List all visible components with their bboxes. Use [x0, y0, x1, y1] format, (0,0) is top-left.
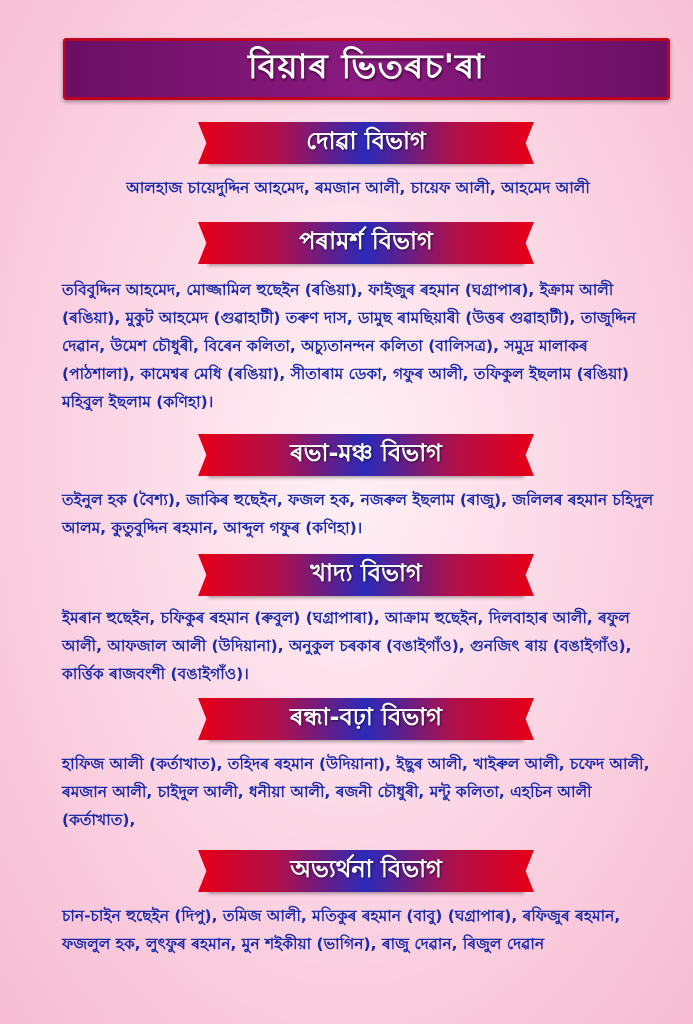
section-banner-rabha-moncho — [208, 434, 524, 476]
page-title: বিয়াৰ ভিতৰচ'ৰা — [248, 46, 485, 87]
section-members: আলহাজ চায়েদুদ্দিন আহমেদ, ৰমজান আলী, চায়েফ আলী, আহমেদ আলী — [126, 179, 590, 197]
title-banner — [63, 38, 670, 100]
section-banner-rondha-bora — [208, 698, 524, 740]
section-heading: অভ্যৰ্থনা বিভাগ — [290, 855, 442, 883]
section-members: হাফিজ আলী (কৰ্তাখাত), তহিদৰ ৰহমান (উদিয়ানা), ইছুৰ আলী, খাইৰুল আলী, চফেদ আলী, ৰমজান আলী, চাইদুল আলী, ধনীয়া আলী, ৰজনী চৌধুৰী, মন্টু কলিতা, এহচিন আলী (কৰ্তাখাত), — [62, 755, 650, 829]
section-banner-poramorsho — [208, 222, 524, 264]
section-banner-khadyo — [208, 554, 524, 596]
section-heading: ৰভা-মঞ্চ বিভাগ — [290, 439, 442, 467]
section-members: তবিবুদ্দিন আহমেদ, মোজ্জামিল হুছেইন (ৰঙিয়া), ফাইজুৰ ৰহমান (ঘগ্ৰাপাৰ), ইক্ৰাম আলী (ৰঙিয়া), মুকুট আহমেদ (গুৱাহাটী) তৰুণ দাস, ডামুছ ৰামছিয়াৰী (উত্তৰ গুৱাহাটী), তাজুদ্দিন দেৱান, উমেশ চৌধুৰী, বিৰেন কলিতা, অচ্যুতানন্দন কলিতা (বালিসত্ৰ), সমুদ্ৰ মালাকৰ (পাঠশালা), কামেশ্বৰ মেধি (ৰঙিয়া), সীতাৰাম ডেকা, গফুৰ আলী, তফিকুল ইছলাম (ৰঙিয়া) মহিবুল ইছলাম (কণিহা)। — [62, 281, 636, 411]
section-heading: ৰন্ধা-বঢ়া বিভাগ — [290, 703, 442, 731]
section-heading: খাদ্য বিভাগ — [310, 559, 422, 587]
section-members: চান-চাইন হুছেইন (দিপু), তমিজ আলী, মতিকুৰ ৰহমান (বাবু) (ঘগ্ৰাপাৰ), ৰফিজুৰ ৰহমান, ফজলুল হক, লুৎফুৰ ৰহমান, মুন শইকীয়া (ভাগিন), ৰাজু দেৱান, ৰিজুল দেৱান — [62, 907, 621, 953]
section-heading: দোৱা বিভাগ — [306, 127, 426, 155]
section-members: ইমৰান হুছেইন, চফিকুৰ ৰহমান (ৰুবুল) (ঘগ্ৰাপাৰা), আক্ৰাম হুছেইন, দিলবাহাৰ আলী, ৰফুল আলী, আফজাল আলী (উদিয়ানা), অনুকুল চৰকাৰ (বঙাইগাঁও), গুনজিৎ ৰায় (বঙাইগাঁও), কাৰ্ত্তিক ৰাজবংশী (বঙাইগাঁও)। — [62, 609, 632, 683]
section-heading: পৰামৰ্শ বিভাগ — [299, 227, 433, 255]
section-banner-dowa — [208, 122, 524, 164]
section-banner-obhyorthona — [208, 850, 524, 892]
section-members: তইনুল হক (বৈশ্য), জাকিৰ হুছেইন, ফজল হক, নজৰুল ইছলাম (ৰাজু), জলিলৰ ৰহমান চহিদুল আলম, কুতুবুদ্দিন ৰহমান, আব্দুল গফুৰ (কণিহা)। — [62, 491, 654, 537]
